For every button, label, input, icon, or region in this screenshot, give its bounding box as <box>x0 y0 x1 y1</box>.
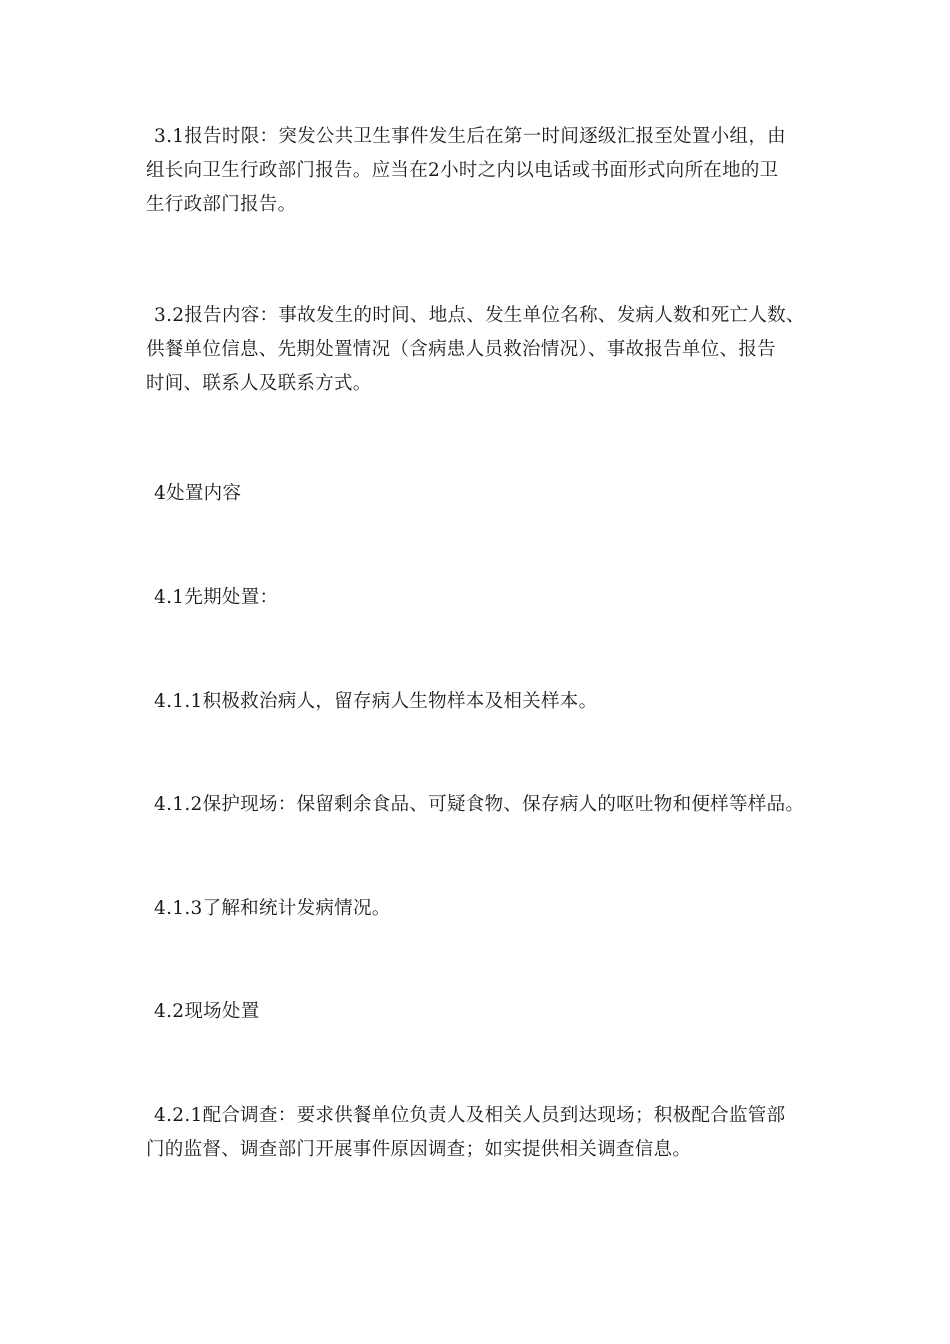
text-line: 3.1报告时限：突发公共卫生事件发生后在第一时间逐级汇报至处置小组，由 <box>154 126 786 147</box>
text-line: 生行政部门报告。 <box>146 194 297 215</box>
paragraph-protect-scene <box>146 788 816 822</box>
text-line: 3.2报告内容：事故发生的时间、地点、发生单位名称、发病人数和死亡人数、 <box>154 305 805 326</box>
text-line: 4.1.2保护现场：保留剩余食品、可疑食物、保存病人的呕吐物和便样等样品。 <box>154 794 805 815</box>
section-heading-disposal <box>146 477 816 511</box>
text-line: 4.2.1配合调查：要求供餐单位负责人及相关人员到达现场；积极配合监管部 <box>154 1105 786 1126</box>
paragraph-report-content <box>146 299 816 401</box>
subsection-heading-onsite-disposal <box>146 995 816 1029</box>
text-line: 门的监督、调查部门开展事件原因调查；如实提供相关调查信息。 <box>146 1139 692 1160</box>
paragraph-statistics <box>146 892 816 926</box>
text-line: 4处置内容 <box>154 483 242 504</box>
text-line: 4.1.3了解和统计发病情况。 <box>154 898 391 919</box>
subsection-heading-initial-disposal <box>146 581 816 615</box>
text-line: 4.1先期处置： <box>154 587 279 608</box>
paragraph-report-time-limit <box>146 120 816 222</box>
text-line: 供餐单位信息、先期处置情况（含病患人员救治情况）、事故报告单位、报告 <box>146 339 776 360</box>
text-line: 4.1.1积极救治病人，留存病人生物样本及相关样本。 <box>154 691 598 712</box>
text-line: 组长向卫生行政部门报告。应当在2小时之内以电话或书面形式向所在地的卫 <box>146 160 779 181</box>
text-line: 4.2现场处置 <box>154 1001 260 1022</box>
text-line: 时间、联系人及联系方式。 <box>146 373 372 394</box>
paragraph-cooperate-investigation <box>146 1099 816 1167</box>
paragraph-treat-patients <box>146 685 816 719</box>
